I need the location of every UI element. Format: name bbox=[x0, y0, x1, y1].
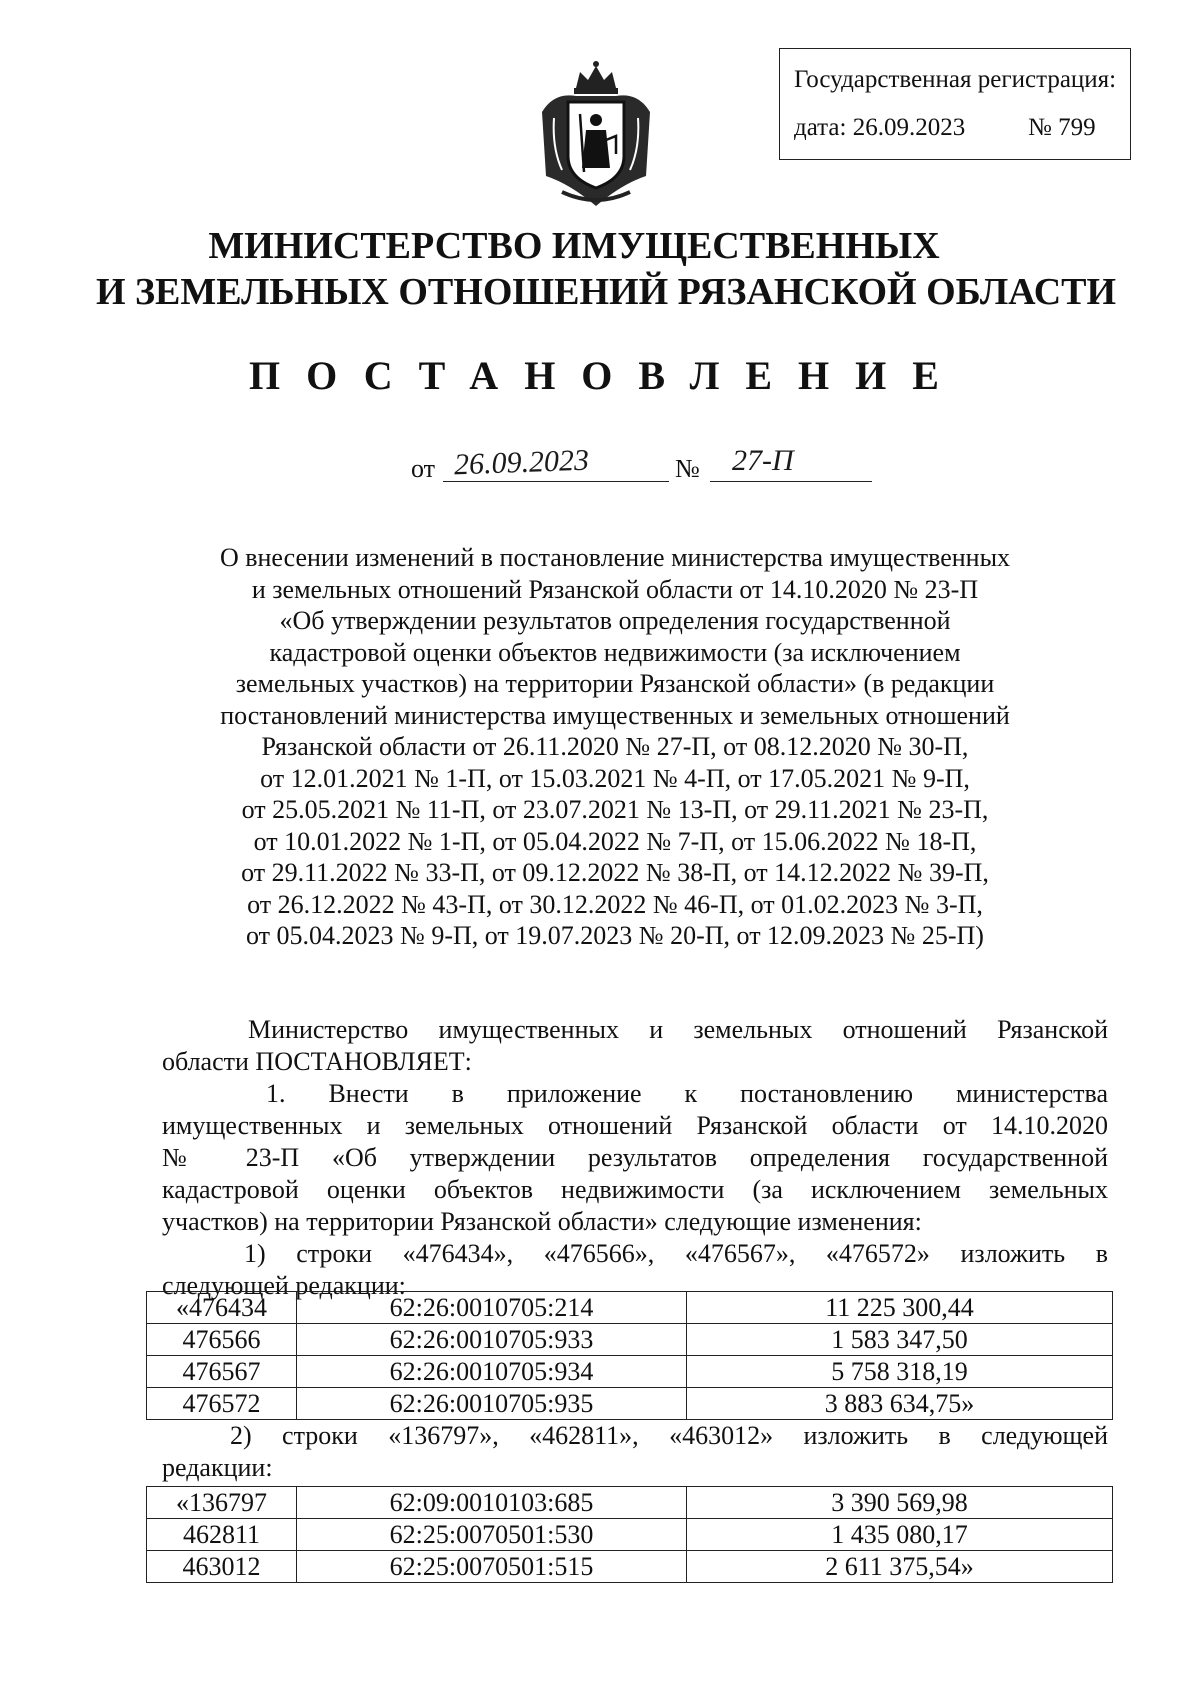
registration-title: Государственная регистрация: bbox=[794, 66, 1117, 93]
title-line: О внесении изменений в постановление министерства имущественных bbox=[219, 543, 1011, 572]
cadastral-value-cell: 11 225 300,44 bbox=[687, 1292, 1113, 1324]
table-row bbox=[147, 1519, 1113, 1551]
handwritten-number: 27-П bbox=[732, 444, 794, 477]
registration-date: дата: 26.09.2023 bbox=[794, 114, 966, 141]
cadastral-number-cell: 62:26:0010705:935 bbox=[297, 1388, 687, 1420]
title-line: от 05.04.2023 № 9-П, от 19.07.2023 № 20-П, от 12.09.2023 № 25-П) bbox=[246, 921, 984, 950]
row-number-cell: 476572 bbox=[147, 1388, 297, 1420]
document-type-title: ПОСТАНОВЛЕНИЕ bbox=[249, 353, 965, 398]
body-line: области ПОСТАНОВЛЯЕТ: bbox=[162, 1047, 472, 1076]
body-line: кадастровой оценки объектов недвижимости (за исключением земельных bbox=[162, 1175, 1108, 1204]
body-line: 1. Внести в приложение к постановлению министерства bbox=[266, 1079, 1108, 1108]
cadastral-number-cell: 62:25:0070501:515 bbox=[297, 1551, 687, 1583]
cadastral-value-cell: 3 883 634,75» bbox=[687, 1388, 1113, 1420]
table-changes-1 bbox=[146, 1291, 1113, 1420]
body-line: 1) строки «476434», «476566», «476567», «476572» изложить в bbox=[244, 1239, 1108, 1268]
row-number-cell: 476567 bbox=[147, 1356, 297, 1388]
ministry-name-line1: МИНИСТЕРСТВО ИМУЩЕСТВЕННЫХ bbox=[208, 225, 940, 267]
registration-stamp bbox=[779, 48, 1131, 160]
cadastral-value-cell: 3 390 569,98 bbox=[687, 1487, 1113, 1519]
cadastral-number-cell: 62:26:0010705:934 bbox=[297, 1356, 687, 1388]
title-line: постановлений министерства имущественных и земельных отношений bbox=[220, 700, 1010, 730]
title-line: земельных участков) на территории Рязанской области» (в редакции bbox=[235, 669, 995, 698]
cadastral-value-cell: 2 611 375,54» bbox=[687, 1551, 1113, 1583]
cadastral-value-cell: 1 583 347,50 bbox=[687, 1324, 1113, 1356]
table-row bbox=[147, 1292, 1113, 1324]
cadastral-number-cell: 62:26:0010705:933 bbox=[297, 1324, 687, 1356]
body-paragraph bbox=[162, 1014, 1108, 1302]
number-label: № bbox=[675, 454, 700, 483]
body-line: участков) на территории Рязанской области» следующие изменения: bbox=[162, 1207, 922, 1236]
decree-title bbox=[150, 542, 1080, 952]
table-row bbox=[147, 1324, 1113, 1356]
title-line: «Об утверждении результатов определения государственной bbox=[279, 606, 951, 635]
title-line: от 10.01.2022 № 1-П, от 05.04.2022 № 7-П, от 15.06.2022 № 18-П, bbox=[253, 826, 977, 856]
title-line: и земельных отношений Рязанской области от 14.10.2020 № 23-П bbox=[251, 574, 979, 604]
ministry-name-line2: И ЗЕМЕЛЬНЫХ ОТНОШЕНИЙ РЯЗАНСКОЙ ОБЛАСТИ bbox=[95, 271, 1117, 313]
table-row bbox=[147, 1487, 1113, 1519]
table-changes-2 bbox=[146, 1486, 1113, 1583]
registration-number: № 799 bbox=[1028, 114, 1096, 141]
body-line: следующей редакции: bbox=[162, 1271, 406, 1300]
table-row bbox=[147, 1356, 1113, 1388]
body-paragraph bbox=[162, 1420, 1108, 1484]
row-number-cell: «476434 bbox=[147, 1292, 297, 1324]
cadastral-number-cell: 62:09:0010103:685 bbox=[297, 1487, 687, 1519]
handwritten-date: 26.09.2023 bbox=[453, 443, 590, 482]
title-line: от 26.12.2022 № 43-П, от 30.12.2022 № 46-П, от 01.02.2023 № 3-П, bbox=[247, 889, 983, 919]
ryazan-coat-of-arms-icon bbox=[532, 58, 660, 208]
date-label: от bbox=[411, 454, 436, 483]
body-line: 2) строки «136797», «462811», «463012» изложить в следующей bbox=[230, 1421, 1108, 1450]
body-line: Министерство имущественных и земельных отношений Рязанской bbox=[248, 1015, 1108, 1044]
cadastral-value-cell: 5 758 318,19 bbox=[687, 1356, 1113, 1388]
row-number-cell: «136797 bbox=[147, 1487, 297, 1519]
cadastral-number-cell: 62:26:0010705:214 bbox=[297, 1292, 687, 1324]
body-line: редакции: bbox=[162, 1453, 273, 1482]
row-number-cell: 476566 bbox=[147, 1324, 297, 1356]
body-line: имущественных и земельных отношений Рязанской области от 14.10.2020 bbox=[162, 1111, 1108, 1140]
title-line: от 12.01.2021 № 1-П, от 15.03.2021 № 4-П, от 17.05.2021 № 9-П, bbox=[260, 763, 970, 793]
cadastral-value-cell: 1 435 080,17 bbox=[687, 1519, 1113, 1551]
number-underline bbox=[710, 481, 872, 482]
title-line: от 29.11.2022 № 33-П, от 09.12.2022 № 38-П, от 14.12.2022 № 39-П, bbox=[241, 858, 989, 887]
table-row bbox=[147, 1551, 1113, 1583]
title-line: Рязанской области от 26.11.2020 № 27-П, от 08.12.2020 № 30-П, bbox=[261, 732, 969, 761]
title-line: кадастровой оценки объектов недвижимости (за исключением bbox=[269, 637, 961, 667]
table-row bbox=[147, 1388, 1113, 1420]
cadastral-number-cell: 62:25:0070501:530 bbox=[297, 1519, 687, 1551]
row-number-cell: 463012 bbox=[147, 1551, 297, 1583]
body-line: № 23-П «Об утверждении результатов определения государственной bbox=[162, 1143, 1108, 1172]
row-number-cell: 462811 bbox=[147, 1519, 297, 1551]
title-line: от 25.05.2021 № 11-П, от 23.07.2021 № 13-П, от 29.11.2021 № 23-П, bbox=[241, 795, 989, 824]
